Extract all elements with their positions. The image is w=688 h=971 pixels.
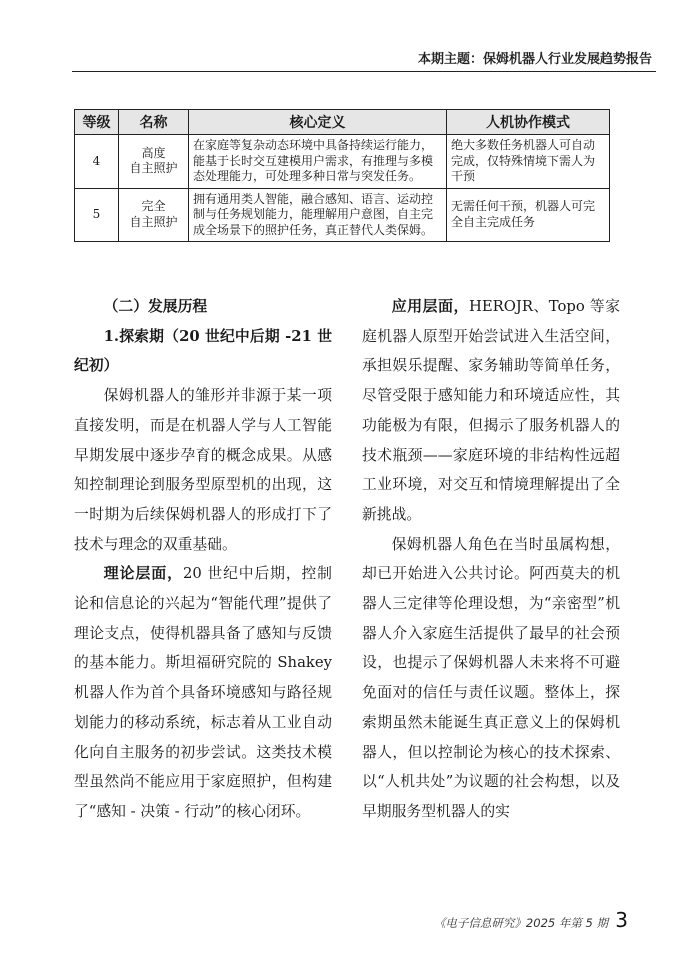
keyword-application: 应用层面，	[391, 297, 469, 315]
footer-journal: 《电子信息研究》2025 年第 5 期	[433, 916, 608, 930]
cell-mode: 绝大多数任务机器人可自动完成，仅特殊情境下需人为干预	[447, 135, 610, 189]
left-column	[74, 292, 332, 827]
cell-definition: 拥有通用类人智能，融合感知、语言、运动控制与任务规划能力，能理解用户意图，自主完成全场景下的照护任务，真正替代人类保姆。	[189, 188, 447, 242]
header-rule	[72, 71, 656, 72]
paragraph: 保姆机器人角色在当时虽属构想，却已开始进入公共讨论。阿西莫夫的机器人三定律等伦理设想，为“亲密型”机器人介入家庭生活提供了最早的社会预设，也提示了保姆机器人未来将不可避免面对的信任与责任议题。整体上，探索期虽然未能诞生真正意义上的保姆机器人，但以控制论为核心的技术探索、以“人机共处”为议题的社会构想，以及早期服务型机器人的实	[362, 535, 620, 820]
cell-name-line1: 完全	[141, 199, 166, 214]
table-header-row	[75, 110, 610, 135]
autonomy-level-table	[74, 109, 610, 242]
cell-level: 5	[75, 188, 119, 242]
cell-name-line2: 自主照护	[129, 161, 178, 176]
header-level: 等级	[75, 110, 119, 135]
paragraph	[74, 559, 332, 826]
header-definition: 核心定义	[189, 110, 447, 135]
cell-name	[119, 188, 189, 242]
header-name: 名称	[119, 110, 189, 135]
cell-name-line1: 高度	[141, 145, 166, 160]
table-row	[75, 135, 610, 189]
cell-mode: 无需任何干预，机器人可完全自主完成任务	[447, 188, 610, 242]
right-column	[362, 292, 620, 827]
page-number: 3	[615, 908, 628, 932]
period-heading: 1.探索期（20 世纪中后期 -21 世纪初）	[74, 327, 332, 375]
section-heading: （二）发展历程	[103, 298, 208, 315]
cell-name	[119, 135, 189, 189]
table-row	[75, 188, 610, 242]
paragraph	[362, 292, 620, 530]
cell-name-line2: 自主照护	[129, 214, 178, 229]
cell-definition: 在家庭等复杂动态环境中具备持续运行能力，能基于长时交互建模用户需求，有推理与多模态处理能力，可处理多种日常与突发任务。	[189, 135, 447, 189]
header-mode: 人机协作模式	[447, 110, 610, 135]
running-header: 本期主题：保姆机器人行业发展趋势报告	[417, 52, 652, 67]
cell-level: 4	[75, 135, 119, 189]
paragraph-text: 20 世纪中后期，控制论和信息论的兴起为“智能代理”提供了理论支点，使得机器具备了感知与反馈的基本能力。斯坦福研究院的 Shakey 机器人作为首个具备环境感知与路径规划能力的移动系统，标志着从工业自动化向自主服务的初步尝试。这类技术模型虽然尚不能应用于家庭照护，但构建了“感知 - 决策 - 行动”的核心闭环。	[74, 565, 332, 820]
paragraph-text: HEROJR、Topo 等家庭机器人原型开始尝试进入生活空间，承担娱乐提醒、家务辅助等简单任务，尽管受限于感知能力和环境适应性，其功能极为有限，但揭示了服务机器人的技术瓶颈——家庭环境的非结构性远超工业环境，对交互和情境理解提出了全新挑战。	[362, 298, 620, 523]
keyword-theory: 理论层面，	[103, 564, 184, 583]
paragraph: 保姆机器人的雏形并非源于某一项直接发明，而是在机器人学与人工智能早期发展中逐步孕育的概念成果。从感知控制理论到服务型原型机的出现，这一时期为后续保姆机器人的形成打下了技术与理念的双重基础。	[74, 387, 332, 553]
